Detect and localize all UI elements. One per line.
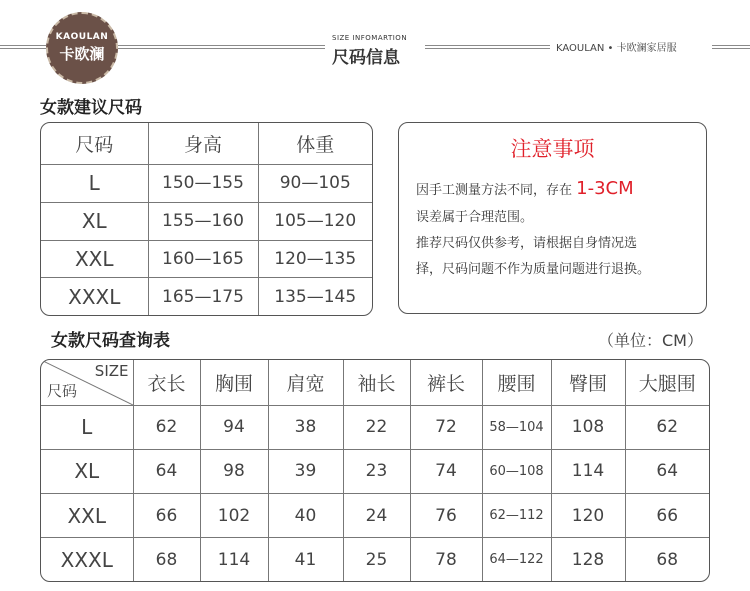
header-cell: 肩宽	[268, 360, 343, 405]
value-cell: 72	[410, 405, 482, 449]
value-cell: 22	[343, 405, 410, 449]
weight-cell: 135—145	[258, 278, 372, 315]
value-cell: 64—122	[482, 538, 551, 581]
header-cell: 胸围	[200, 360, 268, 405]
table-row	[41, 240, 372, 278]
size-cell: XXXL	[41, 538, 133, 581]
header-line-far-right	[712, 45, 750, 49]
header-cell: 尺码	[41, 123, 148, 165]
unit-label: （单位：CM）	[598, 331, 703, 350]
value-cell: 38	[268, 405, 343, 449]
size-cell: XXXL	[41, 278, 148, 315]
table-row	[41, 493, 709, 537]
value-cell: 78	[410, 538, 482, 581]
height-cell: 165—175	[148, 278, 258, 315]
height-cell: 155—160	[148, 202, 258, 240]
header-line-mid	[118, 45, 325, 49]
height-cell: 150—155	[148, 165, 258, 203]
value-cell: 94	[200, 405, 268, 449]
value-cell: 25	[343, 538, 410, 581]
header-cell: 体重	[258, 123, 372, 165]
weight-cell: 105—120	[258, 202, 372, 240]
corner-code-label: 尺码	[47, 381, 78, 400]
size-cell: L	[41, 165, 148, 203]
header-line-left	[0, 45, 46, 49]
value-cell: 40	[268, 493, 343, 537]
notice-line-1	[416, 178, 634, 199]
value-cell: 114	[551, 449, 625, 493]
header-cell: 大腿围	[625, 360, 709, 405]
value-cell: 23	[343, 449, 410, 493]
value-cell: 76	[410, 493, 482, 537]
logo-text-en: KAOULAN	[55, 32, 109, 42]
notice-highlight: 1-3CM	[576, 178, 634, 199]
header-cell: 袖长	[343, 360, 410, 405]
header-cell: 裤长	[410, 360, 482, 405]
value-cell: 128	[551, 538, 625, 581]
value-cell: 98	[200, 449, 268, 493]
value-cell: 41	[268, 538, 343, 581]
value-cell: 60—108	[482, 449, 551, 493]
value-cell: 68	[133, 538, 200, 581]
value-cell: 24	[343, 493, 410, 537]
table-row	[41, 405, 709, 449]
value-cell: 66	[625, 493, 709, 537]
header-title: 尺码信息	[332, 48, 400, 68]
header-cell: 衣长	[133, 360, 200, 405]
value-cell: 62—112	[482, 493, 551, 537]
value-cell: 66	[133, 493, 200, 537]
size-cell: XXL	[41, 240, 148, 278]
size-cell: XL	[41, 449, 133, 493]
size-chart-table	[40, 359, 710, 582]
value-cell: 64	[625, 449, 709, 493]
header-subtitle: SIZE INFOMARTION	[332, 34, 408, 42]
corner-cell	[41, 360, 133, 405]
recommend-title: 女款建议尺码	[40, 98, 142, 118]
corner-size-label: SIZE	[94, 362, 129, 380]
notice-line-4: 择，尺码问题不作为质量问题进行退换。	[416, 262, 651, 277]
notice-box	[398, 122, 707, 314]
recommend-table	[40, 122, 373, 316]
table-row	[41, 202, 372, 240]
table-row	[41, 449, 709, 493]
value-cell: 39	[268, 449, 343, 493]
table-row	[41, 165, 372, 203]
size-cell: XXL	[41, 493, 133, 537]
brand-logo	[46, 12, 118, 84]
weight-cell: 120—135	[258, 240, 372, 278]
value-cell: 58—104	[482, 405, 551, 449]
value-cell: 62	[625, 405, 709, 449]
notice-line-2: 误差属于合理范围。	[416, 210, 534, 225]
value-cell: 114	[200, 538, 268, 581]
table-row	[41, 278, 372, 315]
header-line-right	[425, 45, 550, 49]
chart-title: 女款尺码查询表	[51, 331, 170, 351]
size-cell: L	[41, 405, 133, 449]
notice-title: 注意事项	[510, 137, 595, 161]
value-cell: 108	[551, 405, 625, 449]
value-cell: 68	[625, 538, 709, 581]
header-cell: 臀围	[551, 360, 625, 405]
height-cell: 160—165	[148, 240, 258, 278]
weight-cell: 90—105	[258, 165, 372, 203]
value-cell: 62	[133, 405, 200, 449]
header-brand: KAOULAN • 卡欧澜家居服	[556, 43, 677, 54]
size-cell: XL	[41, 202, 148, 240]
value-cell: 102	[200, 493, 268, 537]
value-cell: 120	[551, 493, 625, 537]
notice-line-1-text: 因手工测量方法不同，存在	[416, 183, 573, 198]
table-header-row	[41, 123, 372, 165]
table-header-row	[41, 360, 709, 405]
notice-line-3: 推荐尺码仅供参考，请根据自身情况选	[416, 236, 638, 251]
header-cell: 腰围	[482, 360, 551, 405]
value-cell: 74	[410, 449, 482, 493]
header-cell: 身高	[148, 123, 258, 165]
table-row	[41, 538, 709, 581]
logo-text-cn: 卡欧澜	[59, 45, 105, 63]
value-cell: 64	[133, 449, 200, 493]
